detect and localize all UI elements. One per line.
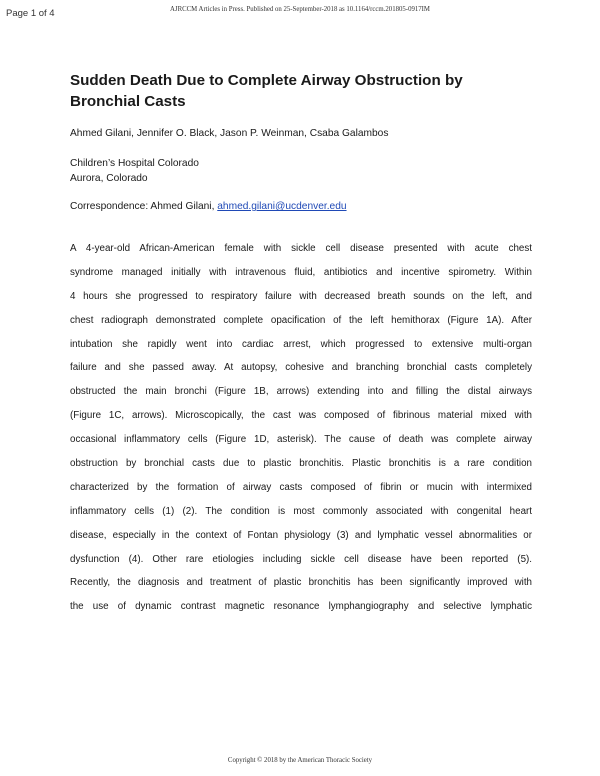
affiliation-location: Aurora, Colorado <box>70 172 148 184</box>
title-line: Sudden Death Due to Complete Airway Obstruction by <box>70 72 463 89</box>
body-line: A 4-year-old African-American female with sickle cell disease presented with acute chest <box>70 243 532 254</box>
body-line: obstructed the main bronchi (Figure 1B, arrows) extending into and filling the distal airways <box>70 386 532 398</box>
correspondence-email-link[interactable]: ahmed.gilani@ucdenver.edu <box>217 201 347 212</box>
body-line: disease, especially in the context of Fontan physiology (3) and lymphatic vessel abnormalities or <box>70 529 532 541</box>
body-line: Recently, the diagnosis and treatment of plastic bronchitis has been significantly improved with <box>70 577 532 589</box>
affiliation <box>70 157 199 186</box>
author-list: Ahmed Gilani, Jennifer O. Black, Jason P. Weinman, Csaba Galambos <box>70 128 389 139</box>
page-number-label: Page 1 of 4 <box>6 8 55 19</box>
press-header: AJRCCM Articles in Press. Published on 25-September-2018 as 10.1164/rccm.201805-0917IM <box>170 6 430 13</box>
body-line: failure and she passed away. At autopsy, cohesive and branching bronchial casts completely <box>70 362 532 374</box>
copyright-footer: Copyright © 2018 by the American Thoracic Society <box>227 757 373 764</box>
title-line: Bronchial Casts <box>70 93 186 110</box>
affiliation-institution: Children’s Hospital Colorado <box>70 158 199 169</box>
body-line: 4 hours she progressed to respiratory failure with decreased breath sounds on the left, and <box>70 290 532 302</box>
body-line: intubation she rapidly went into cardiac arrest, which progressed to extensive multi-organ <box>70 338 532 350</box>
body-line: (Figure 1C, arrows). Microscopically, the cast was composed of fibrinous material mixed with <box>70 410 532 422</box>
body-line: obstruction by bronchial casts due to plastic bronchitis. Plastic bronchitis is a rare condition <box>70 458 532 470</box>
correspondence <box>70 201 347 212</box>
article-title <box>70 70 510 112</box>
correspondence-label: Correspondence: Ahmed Gilani, <box>70 201 218 212</box>
body-line: characterized by the formation of airway casts composed of fibrin or mucin with intermixed <box>70 481 532 493</box>
body-line: chest radiograph demonstrated complete opacification of the left hemithorax (Figure 1A). After <box>70 314 532 326</box>
body-line: the use of dynamic contrast magnetic resonance lymphangiography and selective lymphatic <box>70 601 532 613</box>
body-line: dysfunction (4). Other rare etiologies including sickle cell disease have been reported (5). <box>70 553 532 565</box>
body-line: syndrome managed initially with intravenous fluid, antibiotics and incentive spirometry. Within <box>70 266 532 278</box>
body-line: inflammatory cells (1) (2). The condition is most commonly associated with congenital heart <box>70 505 532 517</box>
body-paragraph <box>70 242 532 624</box>
body-line: occasional inflammatory cells (Figure 1D, asterisk). The cause of death was complete airway <box>70 434 532 446</box>
